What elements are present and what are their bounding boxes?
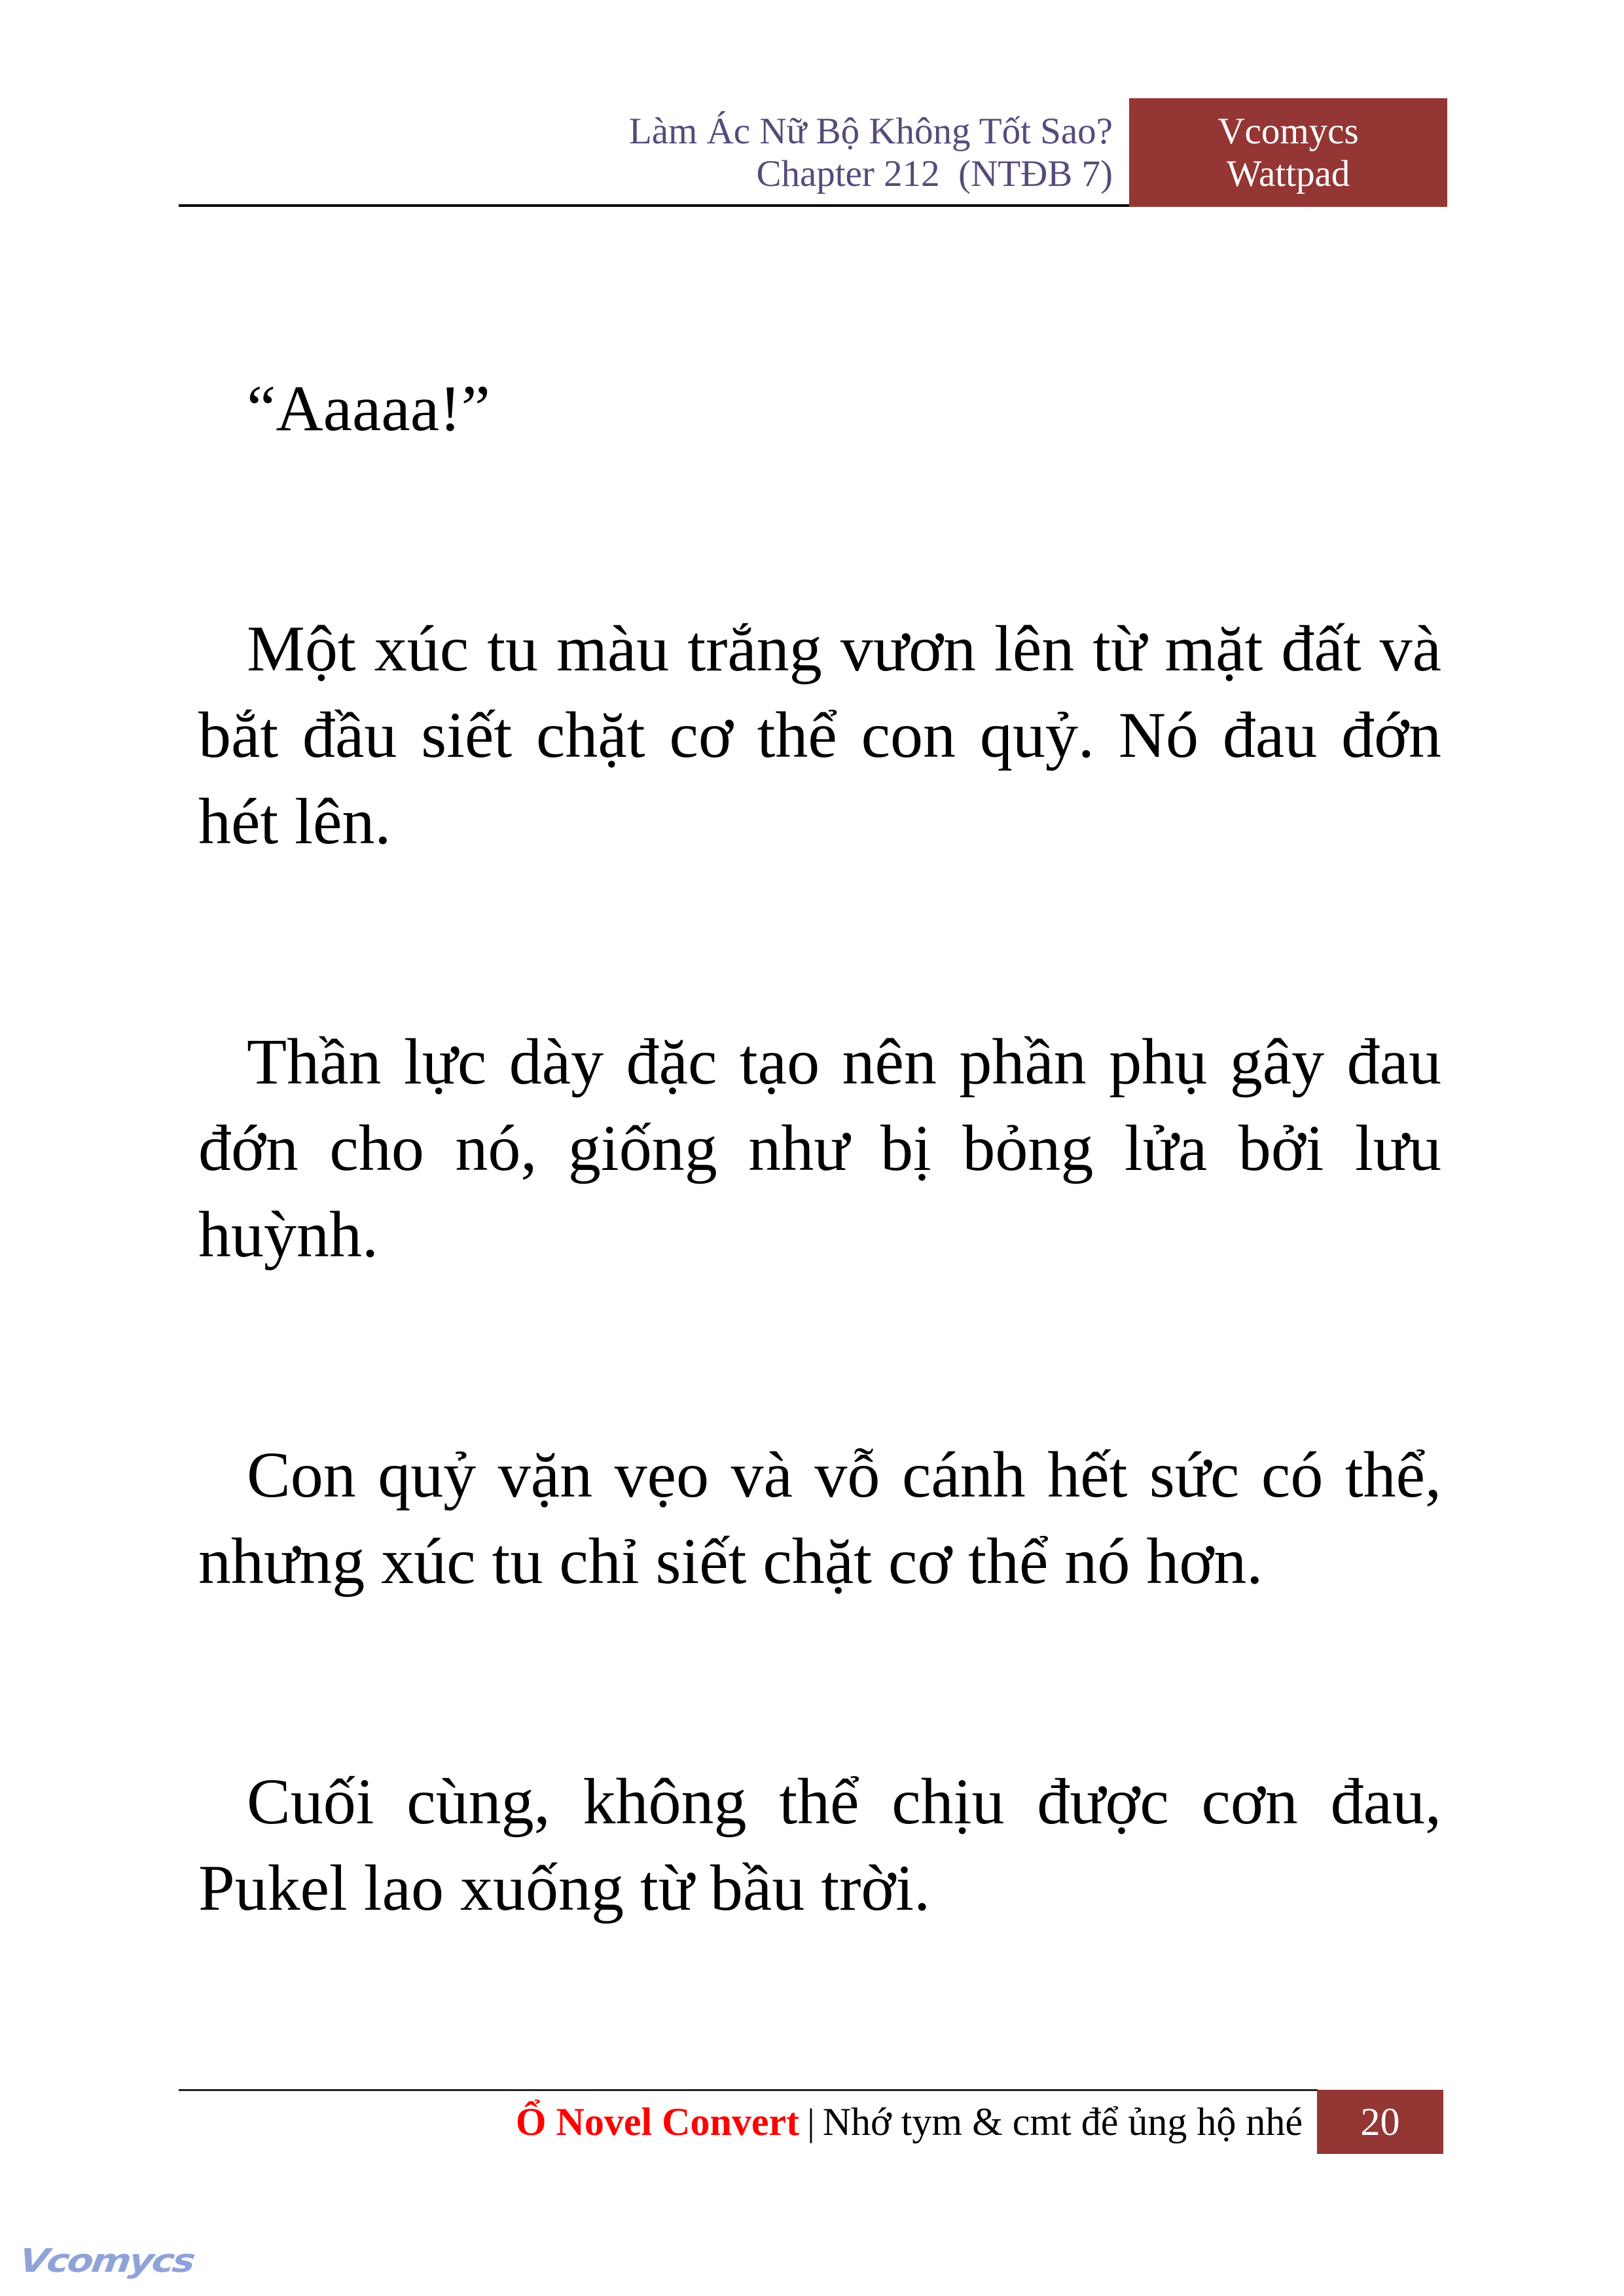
footer-text — [458, 2090, 1303, 2154]
page-number: 20 — [1360, 2100, 1400, 2143]
header-rule — [179, 204, 1129, 207]
platform-name: Wattpad — [1226, 153, 1350, 194]
book-title: Làm Ác Nữ Bộ Không Tốt Sao? — [628, 111, 1113, 152]
chapter-title: Chapter 212 (NTĐB 7) — [756, 153, 1113, 194]
running-header-title — [589, 110, 1113, 195]
chapter-body — [198, 365, 1441, 2085]
watermark-logo — [16, 2238, 196, 2290]
paragraph: Con quỷ vặn vẹo và vỗ cánh hết sức có thể, nhưng xúc tu chỉ siết chặt cơ thể nó hơn. — [198, 1438, 1441, 1597]
watermark-logo-text: Vcomycs — [16, 2242, 196, 2280]
footer-separator: | — [807, 2101, 815, 2143]
publisher-badge — [1129, 98, 1447, 207]
page-number-badge — [1317, 2090, 1443, 2154]
footer-message: Nhớ tym & cmt để ủng hộ nhé — [822, 2100, 1303, 2143]
paragraph: Thần lực dày đặc tạo nên phần phụ gây đau đớn cho nó, giống như bị bỏng lửa bởi lưu huỳnh. — [198, 1025, 1441, 1271]
paragraph: “Aaaaa!” — [247, 372, 490, 445]
paragraph: Một xúc tu màu trắng vươn lên từ mặt đất và bắt đầu siết chặt cơ thể con quỷ. Nó đau đớn hét lên. — [198, 612, 1441, 858]
paragraph: Cuối cùng, không thể chịu được cơn đau, Pukel lao xuống từ bầu trời. — [198, 1765, 1441, 1924]
footer-brand: Ổ Novel Convert — [515, 2100, 800, 2143]
publisher-name: Vcomycs — [1218, 111, 1359, 152]
